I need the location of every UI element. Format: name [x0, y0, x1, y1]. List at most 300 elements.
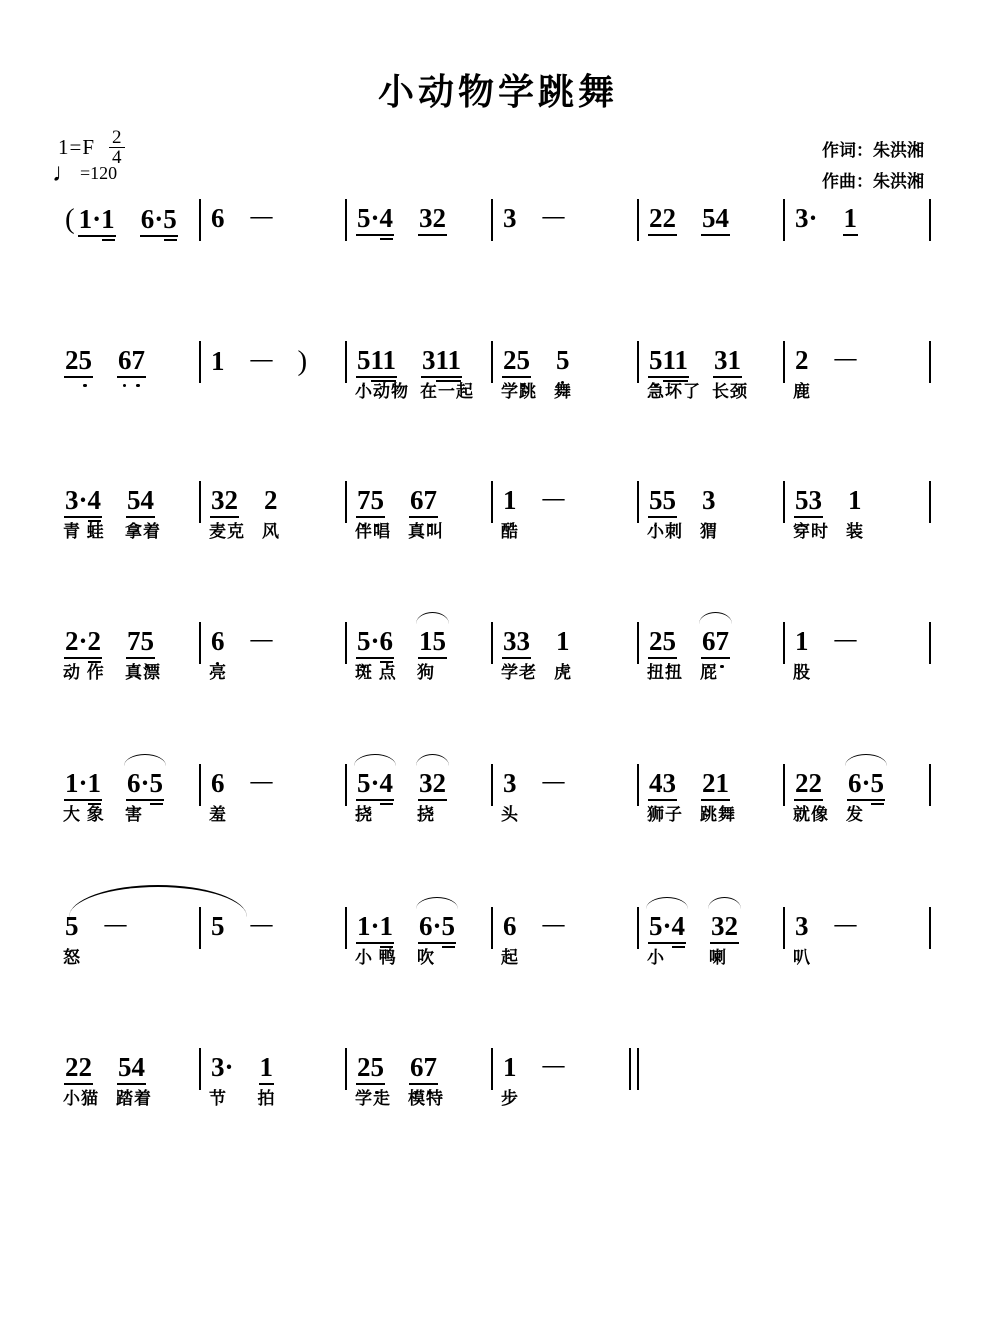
measure — [785, 485, 931, 541]
note-group — [647, 911, 686, 967]
lyric: 青 蛙 — [63, 522, 105, 541]
lyric: 屁 — [700, 663, 718, 682]
note-group — [501, 485, 519, 541]
note-group — [355, 626, 397, 682]
eighth-beam — [409, 1083, 438, 1085]
lyric: 羞 — [209, 805, 227, 824]
eighth-beam — [356, 376, 397, 378]
notation-row-4 — [55, 626, 931, 682]
note-digits: 3 — [795, 911, 809, 941]
measure — [347, 345, 493, 401]
measure — [639, 911, 785, 967]
lyric: 模特 — [408, 1089, 444, 1108]
lyric: 学跳 — [501, 382, 537, 401]
measure — [639, 626, 785, 682]
note-digits: 33 — [503, 626, 530, 656]
lyric: 舞 — [554, 382, 572, 401]
eighth-beam — [64, 799, 102, 801]
note-digits: 53 — [795, 485, 822, 515]
duration-dash — [835, 347, 856, 374]
duration-dash — [251, 770, 272, 797]
eighth-beam — [64, 657, 102, 659]
time-signature-numerator: 2 — [112, 127, 122, 148]
lyric: 跳舞 — [700, 805, 736, 824]
slur-arc — [416, 612, 449, 624]
note-digits: ( — [65, 203, 75, 235]
measure — [785, 205, 931, 253]
note-group — [125, 626, 162, 682]
lyric: 鹿 — [793, 382, 811, 401]
note-group — [257, 1052, 276, 1108]
note-digits: — — [834, 345, 856, 370]
note-digits: 1 — [503, 1052, 517, 1082]
note-digits: 3· — [795, 203, 818, 233]
note-digits: 3 — [702, 485, 716, 515]
eighth-beam — [794, 799, 823, 801]
key-signature: 1=F — [58, 135, 96, 159]
lyric: 喇 — [709, 948, 728, 967]
note-group — [846, 768, 885, 824]
note-group — [118, 347, 145, 374]
note-group — [65, 347, 92, 374]
slur-arc — [354, 754, 396, 766]
measure — [493, 1052, 639, 1108]
note-digits: 75 — [127, 626, 155, 656]
parenthesis — [298, 347, 308, 376]
song-title: 小动物学跳舞 — [377, 72, 618, 112]
measure — [55, 626, 201, 682]
note-digits: — — [542, 911, 564, 936]
note-digits: 15 — [419, 626, 447, 656]
measure — [55, 205, 201, 253]
note-digits: 5·4 — [357, 768, 394, 798]
time-signature-denominator: 4 — [109, 147, 125, 167]
note-group — [793, 768, 829, 824]
tempo-marking — [52, 160, 117, 186]
note-digits: — — [250, 626, 272, 651]
note-group — [793, 485, 829, 541]
note-digits: 1 — [848, 485, 862, 515]
eighth-beam — [356, 234, 394, 236]
note-digits: 6·5 — [848, 768, 885, 798]
measure — [347, 768, 493, 824]
sixteenth-beam — [672, 946, 685, 948]
note-group — [700, 768, 736, 824]
measure — [785, 768, 931, 824]
credits — [822, 136, 924, 197]
note-group — [647, 768, 683, 824]
measure — [347, 626, 493, 682]
eighth-beam — [356, 799, 394, 801]
duration-dash — [835, 628, 856, 655]
lyric: 踏着 — [116, 1089, 152, 1108]
eighth-beam — [713, 376, 742, 378]
note-digits: 75 — [357, 485, 384, 515]
eighth-beam — [794, 516, 823, 518]
measure — [201, 205, 347, 253]
note-digits: 67 — [410, 1052, 437, 1082]
note-digits: 2 — [264, 485, 278, 515]
lyric: 亮 — [209, 663, 227, 682]
lyric: 风 — [262, 522, 280, 541]
lyric: 就像 — [793, 805, 829, 824]
note-group — [357, 205, 393, 232]
note-digits: 2 — [795, 345, 809, 375]
note-group — [63, 626, 105, 682]
note-group — [501, 911, 519, 967]
measure — [201, 913, 347, 961]
note-group — [63, 485, 105, 541]
eighth-beam — [126, 799, 164, 801]
measure — [201, 347, 347, 395]
duration-dash — [543, 1054, 564, 1081]
lyric: 叭 — [793, 948, 811, 967]
composer-credit: 作曲：朱洪湘 — [822, 171, 924, 191]
lyric: 拍 — [257, 1089, 276, 1108]
note-digits: 3· — [211, 1052, 234, 1082]
duration-dash — [251, 913, 272, 940]
measure — [493, 768, 639, 824]
note-group — [793, 911, 811, 967]
low-octave-dot — [720, 665, 724, 669]
lyric: 扭扭 — [647, 663, 683, 682]
measure — [55, 1052, 201, 1108]
lyric: 真叫 — [408, 522, 444, 541]
note-digits: 22 — [795, 768, 822, 798]
note-digits: — — [542, 485, 564, 510]
note-digits: — — [250, 911, 272, 936]
note-digits: — — [834, 911, 856, 936]
note-digits: 22 — [649, 203, 676, 233]
lyric: 小猫 — [63, 1089, 99, 1108]
note-group — [209, 1052, 234, 1108]
note-digits: 6 — [211, 626, 225, 656]
note-group — [420, 345, 475, 401]
lyric: 学老 — [501, 663, 537, 682]
sixteenth-beam — [871, 803, 884, 805]
eighth-beam — [126, 516, 155, 518]
note-digits: 3·4 — [65, 485, 102, 515]
note-group — [501, 768, 519, 824]
note-group — [793, 626, 811, 682]
note-digits: 1 — [795, 626, 809, 656]
note-digits: 6 — [211, 768, 225, 798]
note-digits: 22 — [65, 1052, 92, 1082]
note-group — [355, 911, 397, 967]
eighth-beam — [64, 516, 102, 518]
eighth-beam — [648, 799, 677, 801]
lyric: 挠 — [417, 805, 436, 824]
note-group — [408, 1052, 444, 1108]
lyric: 起 — [501, 948, 519, 967]
note-digits: 1·1 — [65, 768, 102, 798]
lyricist-credit: 作词：朱洪湘 — [822, 141, 924, 160]
eighth-beam — [701, 799, 730, 801]
note-digits: 54 — [118, 1052, 145, 1082]
lyric: 在一起 — [420, 382, 475, 401]
notation-row-5 — [55, 768, 931, 824]
eighth-beam — [409, 516, 438, 518]
eighth-beam — [356, 516, 385, 518]
note-group — [355, 485, 391, 541]
eighth-beam — [64, 1083, 93, 1085]
lyric: 真漂 — [125, 663, 162, 682]
note-group — [262, 485, 280, 541]
eighth-beam — [418, 234, 447, 236]
lyric: 害 — [125, 805, 144, 824]
note-group — [795, 205, 818, 232]
measure — [493, 911, 639, 967]
measure — [201, 1052, 347, 1108]
slur-arc — [699, 612, 732, 624]
notation-row-2 — [55, 345, 931, 401]
note-digits: 54 — [127, 485, 155, 515]
duration-dash — [835, 913, 856, 940]
note-group — [700, 626, 729, 682]
measure — [639, 768, 785, 824]
eighth-beam — [418, 799, 447, 801]
lyric: 大 象 — [63, 805, 105, 824]
lyric: 吹 — [417, 948, 436, 967]
note-group — [355, 345, 409, 401]
duration-dash — [543, 487, 564, 514]
measure — [347, 485, 493, 541]
note-group — [211, 913, 225, 940]
note-group — [408, 485, 444, 541]
lyric: 伴唱 — [355, 522, 391, 541]
note-group — [712, 345, 749, 401]
note-digits: — — [542, 768, 564, 793]
note-digits: 1 — [843, 203, 858, 233]
lyric: 股 — [793, 663, 811, 682]
eighth-beam — [78, 235, 116, 237]
lyric: 步 — [501, 1089, 519, 1108]
duration-dash — [251, 348, 272, 375]
note-digits: 5 — [65, 911, 79, 941]
notation-row-1 — [55, 205, 931, 253]
lyric: 麦克 — [209, 522, 245, 541]
eighth-beam — [648, 376, 689, 378]
note-group — [709, 911, 739, 967]
note-group — [417, 626, 447, 682]
measure — [55, 485, 201, 541]
lyric: 学走 — [355, 1089, 391, 1108]
duration-dash — [251, 205, 272, 232]
eighth-beam — [648, 657, 677, 659]
note-group — [700, 485, 718, 541]
note-digits: 25 — [649, 626, 676, 656]
eighth-beam — [502, 657, 531, 659]
lyric: 狗 — [417, 663, 436, 682]
slur-arc — [646, 897, 688, 909]
sixteenth-beam — [164, 239, 177, 241]
measure — [785, 626, 931, 682]
measure — [639, 485, 785, 541]
eighth-beam — [701, 234, 730, 236]
eighth-beam — [140, 235, 178, 237]
note-group — [63, 768, 105, 824]
note-digits: — — [250, 768, 272, 793]
note-group — [79, 206, 115, 233]
eighth-beam — [502, 376, 531, 378]
note-digits: 67 — [702, 626, 729, 656]
note-group — [211, 348, 225, 375]
note-digits: 67 — [118, 345, 145, 375]
measure — [347, 205, 493, 253]
notation-row-3 — [55, 485, 931, 541]
note-digits: 5·6 — [357, 626, 394, 656]
eighth-beam — [259, 1083, 275, 1085]
notation-row-6 — [55, 911, 931, 967]
measure — [201, 485, 347, 541]
note-digits: 3 — [503, 768, 517, 798]
eighth-beam — [356, 942, 394, 944]
parenthesis — [65, 205, 75, 234]
note-digits: 1 — [503, 485, 517, 515]
note-group — [209, 768, 227, 824]
lyric: 动 作 — [63, 663, 105, 682]
measure — [347, 1052, 493, 1108]
eighth-beam — [210, 516, 239, 518]
slur-arc — [124, 754, 166, 766]
lyric: 穿时 — [793, 522, 829, 541]
note-digits: 5 — [556, 345, 570, 375]
lyric: 虎 — [554, 663, 572, 682]
lyric: 拿着 — [125, 522, 162, 541]
note-group — [846, 485, 864, 541]
note-group — [649, 205, 676, 232]
eighth-beam — [117, 1083, 146, 1085]
note-group — [503, 205, 517, 232]
measure — [201, 626, 347, 682]
sixteenth-beam — [442, 946, 455, 948]
eighth-beam — [710, 942, 739, 944]
lyric: 小 — [647, 948, 665, 967]
eighth-beam — [126, 657, 155, 659]
note-digits: 1 — [211, 346, 225, 376]
measure — [639, 205, 785, 253]
slur-arc — [708, 897, 741, 909]
note-group — [63, 911, 81, 967]
note-digits: 1·1 — [357, 911, 394, 941]
eighth-beam — [418, 942, 456, 944]
note-group — [501, 1052, 519, 1108]
low-octave-dot — [123, 384, 127, 388]
note-group — [647, 626, 683, 682]
eighth-beam — [843, 234, 859, 236]
slur-arc — [416, 754, 449, 766]
measure — [493, 205, 639, 253]
note-digits: 54 — [702, 203, 729, 233]
eighth-beam — [421, 376, 462, 378]
note-digits: 6·5 — [127, 768, 164, 798]
duration-dash — [543, 770, 564, 797]
measure — [493, 345, 639, 401]
note-digits: 31 — [714, 345, 742, 375]
note-digits: 32 — [419, 768, 447, 798]
lyric: 小 鸭 — [355, 948, 397, 967]
sixteenth-beam — [380, 803, 393, 805]
sixteenth-beam — [102, 239, 115, 241]
note-group — [211, 205, 225, 232]
measure — [201, 768, 347, 824]
lyric: 猬 — [700, 522, 718, 541]
note-group — [116, 1052, 152, 1108]
lyric: 节 — [209, 1089, 227, 1108]
duration-dash — [251, 628, 272, 655]
note-digits: 5 — [211, 911, 225, 941]
note-digits: 32 — [419, 203, 447, 233]
note-group — [63, 1052, 99, 1108]
note-group — [702, 205, 729, 232]
note-digits: 5·4 — [649, 911, 686, 941]
measure — [347, 911, 493, 967]
note-digits: — — [542, 1052, 564, 1077]
note-group — [554, 626, 572, 682]
note-digits: 511 — [357, 345, 397, 375]
note-digits: 21 — [702, 768, 729, 798]
slur-arc — [845, 754, 887, 766]
note-group — [141, 206, 177, 233]
note-digits: 2·2 — [65, 626, 102, 656]
measure — [55, 347, 201, 395]
eighth-beam — [356, 1083, 385, 1085]
note-digits: 55 — [649, 485, 676, 515]
lyric: 发 — [846, 805, 864, 824]
note-digits: 32 — [211, 485, 238, 515]
lyric: 小刺 — [647, 522, 683, 541]
lyric: 怒 — [63, 948, 81, 967]
note-digits: 6 — [503, 911, 517, 941]
note-group — [355, 768, 394, 824]
lyric: 斑 点 — [355, 663, 397, 682]
note-digits: 25 — [357, 1052, 384, 1082]
eighth-beam — [701, 657, 730, 659]
note-digits: 32 — [711, 911, 739, 941]
quarter-note-icon: ♩ — [52, 158, 78, 187]
measure — [639, 345, 785, 401]
note-group — [125, 768, 164, 824]
note-group — [844, 205, 858, 232]
note-digits: 6 — [211, 203, 225, 233]
note-group — [125, 485, 162, 541]
note-digits: — — [542, 203, 564, 228]
lyric: 狮子 — [647, 805, 683, 824]
note-digits: — — [834, 626, 856, 651]
lyric: 装 — [846, 522, 864, 541]
notation-row-7 — [55, 1052, 639, 1108]
note-group — [647, 485, 683, 541]
note-digits: ) — [297, 345, 308, 377]
lyric: 长颈 — [712, 382, 749, 401]
eighth-beam — [648, 516, 677, 518]
note-digits: 3 — [503, 203, 517, 233]
note-digits: — — [250, 203, 272, 228]
duration-dash — [543, 913, 564, 940]
lyric: 挠 — [355, 805, 373, 824]
measure — [55, 911, 201, 967]
low-octave-dot — [83, 384, 87, 388]
note-digits: 67 — [410, 485, 437, 515]
note-digits: — — [250, 346, 272, 371]
note-digits: — — [104, 911, 126, 936]
note-digits: 6·5 — [140, 204, 177, 234]
measure — [785, 911, 931, 967]
measure — [55, 768, 201, 824]
low-octave-dot — [136, 384, 140, 388]
note-digits: 25 — [65, 345, 92, 375]
eighth-beam — [847, 799, 885, 801]
